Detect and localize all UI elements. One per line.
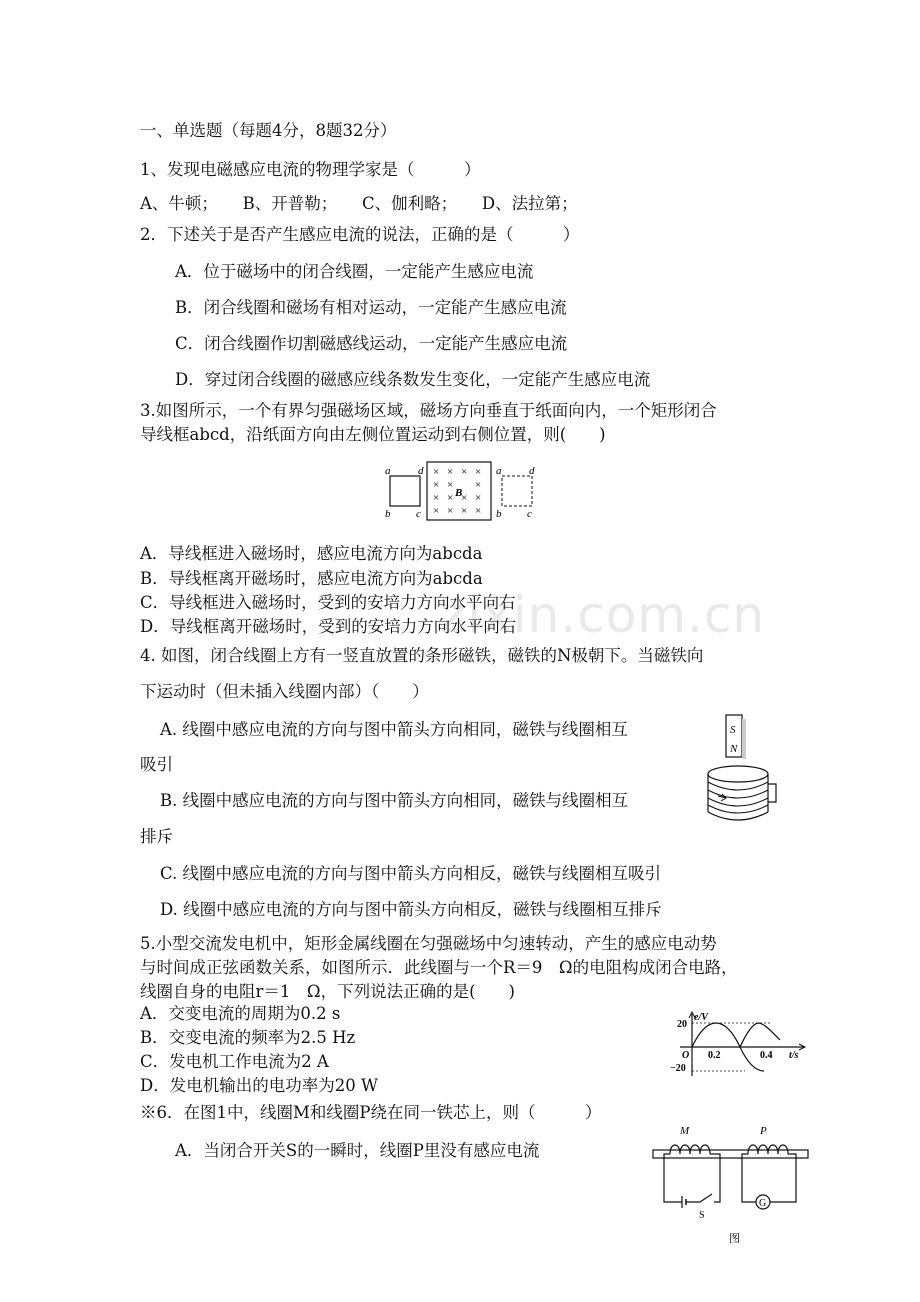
y-tick-neg: −20 [670, 1063, 686, 1074]
q4-figure [700, 712, 780, 827]
galvanometer-label: G [759, 1198, 767, 1209]
switch-label: S [699, 1210, 705, 1221]
q3-line1: 3.如图所示，一个有界匀强磁场区域，磁场方向垂直于纸面向内，一个矩形闭合 [140, 401, 717, 420]
svg-text:×: × [433, 479, 440, 491]
coil-p-label: P [760, 1125, 767, 1137]
frame-left [390, 476, 420, 506]
q3-option-b: B．导线框离开磁场时，感应电流方向为abcda [140, 569, 483, 588]
q2-option-a: A．位于磁场中的闭合线圈，一定能产生感应电流 [175, 262, 534, 281]
y-axis-label: e/V [694, 1012, 708, 1023]
coil-top [708, 766, 768, 782]
q2-option-b: B．闭合线圈和磁场有相对运动，一定能产生感应电流 [175, 298, 567, 317]
figure-caption: 图 [729, 1233, 740, 1245]
svg-text:×: × [447, 492, 454, 504]
svg-text:×: × [433, 466, 440, 478]
svg-text:×: × [475, 505, 482, 517]
q4-option-a-line1: A. 线圈中感应电流的方向与图中箭头方向相同，磁铁与线圈相互 [160, 720, 628, 739]
q3-option-c: C．导线框进入磁场时，受到的安培力方向水平向右 [140, 593, 516, 612]
q6-figure [650, 1120, 810, 1245]
switch [686, 1194, 712, 1202]
svg-text:×: × [461, 492, 468, 504]
q5-option-a: A．交变电流的周期为0.2 s [140, 1004, 341, 1023]
origin-label: O [682, 1050, 690, 1061]
magnet-s-label: S [730, 724, 736, 736]
q1-options: A、牛顿； B、开普勒； C、伽利略； D、法拉第； [140, 194, 578, 213]
label-c-right: c [527, 508, 532, 520]
q4-option-b-line2: 排斥 [140, 827, 173, 846]
q6-option-a: A．当闭合开关S的一瞬时，线圈P里没有感应电流 [175, 1141, 540, 1160]
q4-line2: 下运动时（但未插入线圈内部）（ ） [140, 682, 429, 701]
label-c-left: c [416, 508, 421, 520]
frame-right [502, 476, 532, 506]
svg-text:×: × [475, 479, 482, 491]
q3-line2: 导线框abcd，沿纸面方向由左侧位置运动到右侧位置，则( ) [140, 425, 606, 444]
svg-text:×: × [433, 492, 440, 504]
q5-option-b: B．交变电流的频率为2.5 Hz [140, 1028, 356, 1047]
svg-text:×: × [461, 466, 468, 478]
label-d-right: d [529, 465, 535, 477]
q3-figure [380, 460, 540, 522]
svg-text:×: × [475, 466, 482, 478]
magnet-n-label: N [730, 743, 738, 755]
q2-option-c: C．闭合线圈作切割磁感线运动，一定能产生感应电流 [175, 334, 568, 353]
q6-stem: ※6．在图1中，线圈M和线圈P绕在同一铁芯上，则（ ） [140, 1103, 602, 1122]
label-B: B [455, 487, 463, 499]
q4-option-c: C. 线圈中感应电流的方向与图中箭头方向相反，磁铁与线圈相互吸引 [160, 864, 662, 883]
q4-line1: 4. 如图，闭合线圈上方有一竖直放置的条形磁铁，磁铁的N极朝下。当磁铁向 [140, 646, 704, 665]
svg-text:×: × [475, 492, 482, 504]
label-a-left: a [385, 465, 391, 477]
q5-line2: 与时间成正弦函数关系，如图所示．此线圈与一个R＝9 Ω的电阻构成闭合电路， [140, 958, 738, 977]
q5-line1: 5.小型交流发电机中，矩形金属线圈在匀强磁场中匀速转动，产生的感应电动势 [140, 934, 717, 953]
q5-line3: 线圈自身的电阻r＝1 Ω，下列说法正确的是( ) [140, 982, 515, 1001]
svg-text:×: × [447, 479, 454, 491]
q4-option-d: D. 线圈中感应电流的方向与图中箭头方向相反，磁铁与线圈相互排斥 [160, 900, 662, 919]
svg-text:×: × [461, 505, 468, 517]
q2-stem: 2．下述关于是否产生感应电流的说法，正确的是（ ） [140, 225, 580, 244]
q5-figure [660, 1010, 810, 1078]
x-tick-2: 0.4 [760, 1050, 773, 1061]
q4-option-b-line1: B. 线圈中感应电流的方向与图中箭头方向相同，磁铁与线圈相互 [160, 791, 629, 810]
label-d-left: d [418, 465, 424, 477]
q2-option-d: D．穿过闭合线圈的磁感应线条数发生变化，一定能产生感应电流 [175, 370, 651, 389]
iron-core [653, 1150, 808, 1158]
q3-option-d: D．导线框离开磁场时，受到的安培力方向水平向右 [140, 617, 517, 636]
svg-text:×: × [433, 505, 440, 517]
x-tick-1: 0.2 [708, 1050, 721, 1061]
sine-curve-2 [740, 1023, 780, 1047]
q5-option-c: C．发电机工作电流为2 A [140, 1052, 329, 1071]
q4-option-a-line2: 吸引 [140, 755, 173, 774]
x-axis-label: t/s [789, 1050, 799, 1061]
q5-option-d: D．发电机输出的电功率为20 W [140, 1076, 378, 1095]
y-tick-pos: 20 [677, 1019, 687, 1030]
coil-m-label: M [680, 1125, 690, 1137]
watermark: zixin.com.cn [440, 586, 766, 644]
section-title: 一、单选题（每题4分，8题32分） [140, 121, 397, 140]
svg-text:×: × [447, 505, 454, 517]
svg-text:×: × [447, 466, 454, 478]
q1-stem: 1、发现电磁感应电流的物理学家是（ ） [140, 160, 481, 179]
label-a-right: a [496, 465, 502, 477]
label-b-left: b [385, 508, 391, 520]
q3-option-a: A．导线框进入磁场时，感应电流方向为abcda [140, 544, 483, 563]
label-b-right: b [496, 508, 502, 520]
